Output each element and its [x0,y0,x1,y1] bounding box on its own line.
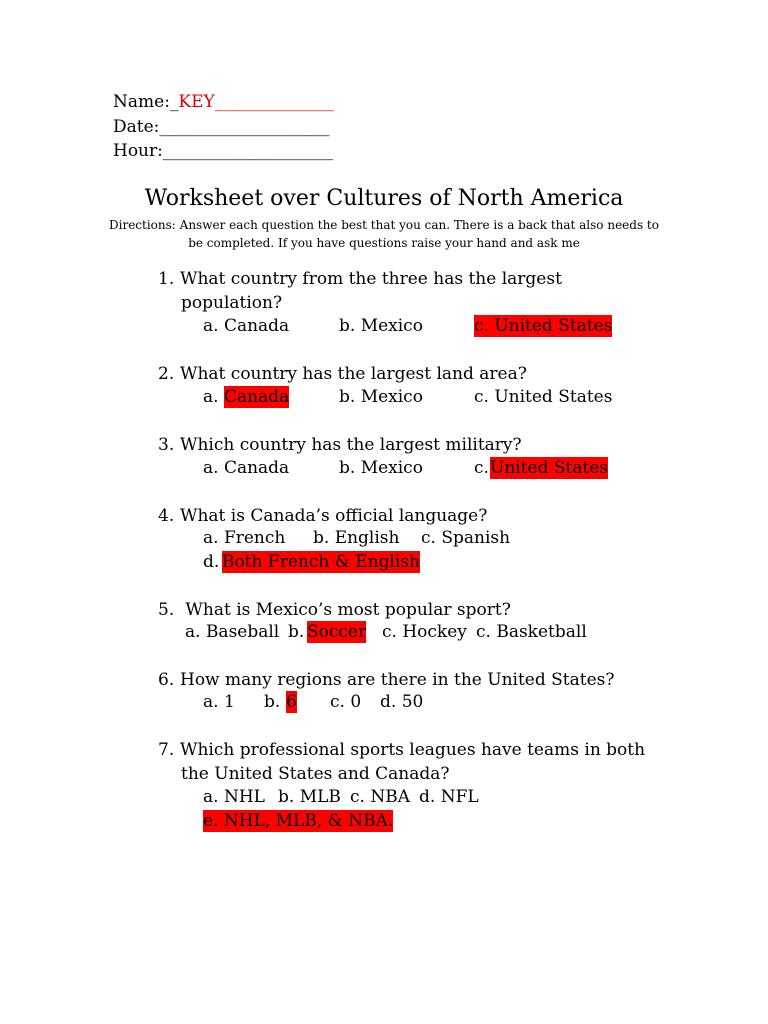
answer-option: c. 0 [330,692,362,712]
answer-option: a. French [203,528,286,548]
answer-option: a. 1 [203,692,235,712]
highlighted-answer: 6 [286,692,297,712]
question-1 [158,267,562,291]
hour-label: Hour: [113,141,163,161]
answer-option: c. United States [474,387,613,407]
name-value: KEY [178,92,215,112]
name-line [113,91,334,113]
answer-option: c. Spanish [421,528,511,548]
question-6 [158,668,614,692]
date-label: Date: [113,117,160,137]
question-number: 5. [158,600,175,620]
answer-option: b. Mexico [339,316,423,336]
answer-option: b. Mexico [339,387,423,407]
question-number: 7. [158,740,175,760]
directions-text: Directions: Answer each question the best that you can. There is a back that also needs to be completed. If you have questions raise your hand and ask me [109,218,659,250]
question-number: 3. [158,435,175,455]
answer-option: d. [203,552,220,572]
answer-option: b. English [313,528,400,548]
hour-line [113,140,333,162]
date-line [113,116,329,138]
answer-option: b. [288,622,305,642]
question-7-line-2: the United States and Canada? [181,764,450,784]
answer-option: b. [264,692,281,712]
question-number: 6. [158,670,175,690]
question-number: 2. [158,364,175,384]
date-blank: ____________________ [159,117,330,137]
name-blank: ______________ [214,92,334,112]
question-text: What is Canada’s official language? [180,506,488,526]
answer-option: d. NFL [419,787,479,807]
highlighted-answer: c. United States [474,316,613,336]
highlighted-answer: e. NHL, MLB, & NBA. [203,811,394,831]
question-text: Which professional sports leagues have teams in both [180,740,646,760]
highlighted-answer: Both French & English [222,552,421,572]
answer-option: b. MLB [278,787,341,807]
answer-option: c. NBA [350,787,410,807]
answer-option: a. NHL [203,787,265,807]
question-text: What is Mexico’s most popular sport? [180,600,511,620]
answer-option: c. Hockey [382,622,467,642]
question-5 [158,598,511,622]
question-text: What country has the largest land area? [180,364,527,384]
highlighted-answer: Soccer [307,622,367,642]
question-text: How many regions are there in the United States? [180,670,615,690]
highlighted-answer: Canada [224,387,290,407]
answer-option: c. Basketball [476,622,587,642]
hour-blank: ____________________ [162,141,333,161]
name-label: Name:_ [113,92,179,112]
answer-option: a. [203,387,219,407]
question-number: 4. [158,506,175,526]
question-text: Which country has the largest military? [180,435,522,455]
answer-option: a. Canada [203,458,290,478]
answer-option: b. Mexico [339,458,423,478]
question-4 [158,504,487,528]
question-1-line-2: population? [181,293,283,313]
question-number: 1. [158,269,175,289]
answer-option: d. 50 [380,692,424,712]
question-7 [158,738,645,762]
question-2 [158,362,527,386]
question-text: What country from the three has the largest [180,269,562,289]
question-3 [158,433,522,457]
answer-option: c. [474,458,489,478]
answer-option: a. Canada [203,316,290,336]
answer-option: a. Baseball [185,622,280,642]
worksheet-title: Worksheet over Cultures of North America [144,186,624,211]
highlighted-answer: United States [490,458,609,478]
